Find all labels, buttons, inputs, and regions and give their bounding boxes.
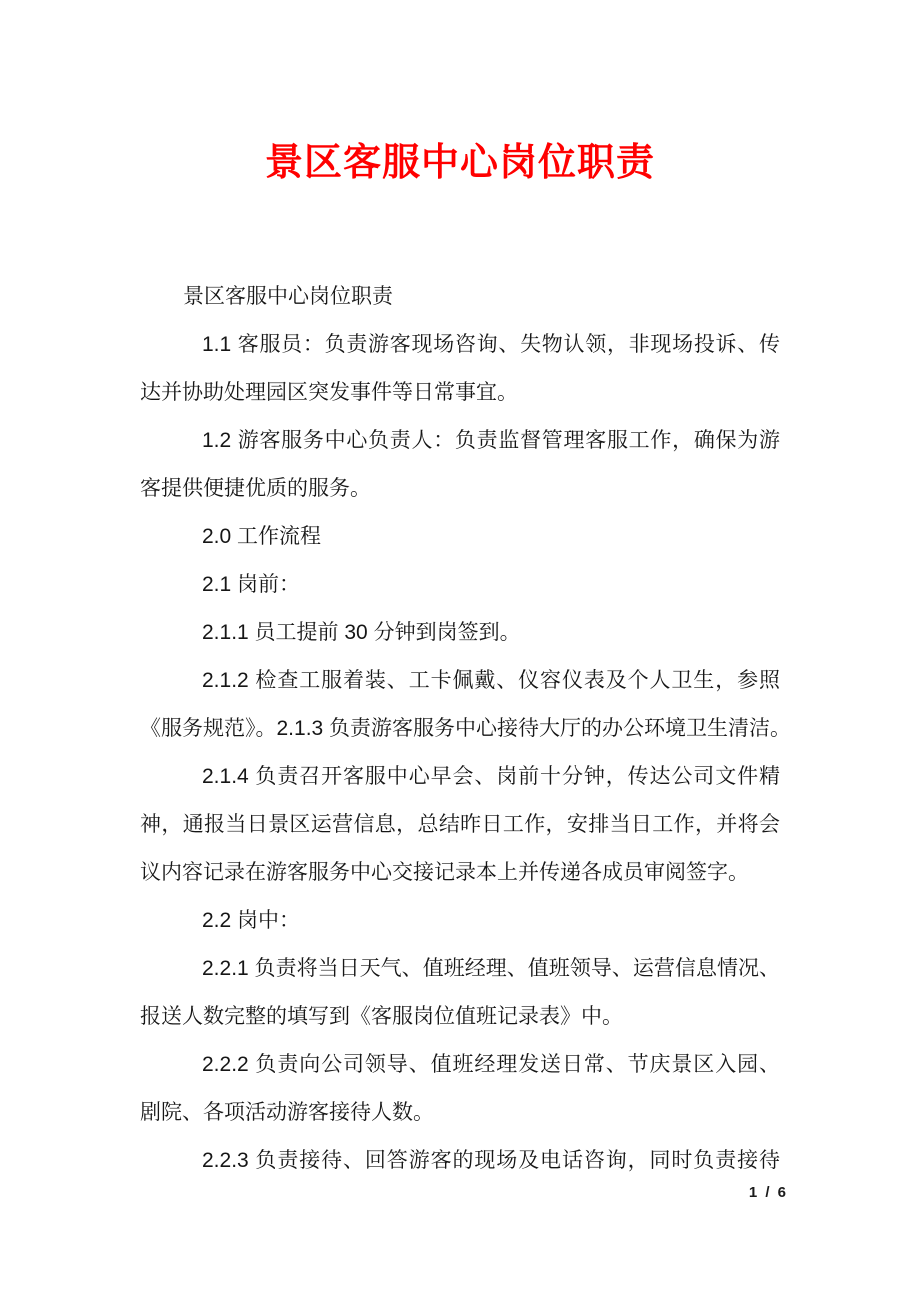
paragraph-line: 《服务规范》。2.1.3 负责游客服务中心接待大厅的办公环境卫生清洁。 (140, 717, 792, 740)
paragraph-line: 报送人数完整的填写到《客服岗位值班记录表》中。 (140, 1005, 623, 1028)
paragraph-line: 1.2 游客服务中心负责人：负责监督管理客服工作，确保为游 (202, 429, 780, 452)
paragraph-line: 2.1.2 检查工服着装、工卡佩戴、仪容仪表及个人卫生，参照 (202, 669, 780, 692)
paragraph-line: 2.2.2 负责向公司领导、值班经理发送日常、节庆景区入园、 (202, 1053, 780, 1076)
page-title: 景区客服中心岗位职责 (264, 142, 655, 184)
paragraph-line: 客提供便捷优质的服务。 (140, 477, 371, 500)
paragraph-line: 1.1 客服员：负责游客现场咨询、失物认领，非现场投诉、传 (202, 333, 780, 356)
paragraph-line: 2.2.3 负责接待、回答游客的现场及电话咨询，同时负责接待 (202, 1149, 780, 1172)
document-body (140, 273, 792, 1185)
paragraph-line: 景区客服中心岗位职责 (183, 285, 393, 308)
paragraph-line: 2.1.1 员工提前 30 分钟到岗签到。 (202, 621, 521, 644)
paragraph-line: 2.0 工作流程 (202, 525, 322, 548)
paragraph-line: 神，通报当日景区运营信息，总结昨日工作，安排当日工作，并将会 (140, 813, 780, 836)
paragraph-line: 2.1 岗前： (202, 573, 301, 596)
page-number: 1 / 6 (748, 1184, 788, 1201)
paragraph-line: 议内容记录在游客服务中心交接记录本上并传递各成员审阅签字。 (140, 861, 749, 884)
paragraph-line: 2.1.4 负责召开客服中心早会、岗前十分钟，传达公司文件精 (202, 765, 780, 788)
paragraph-line: 2.2.1 负责将当日天气、值班经理、值班领导、运营信息情况、 (202, 957, 780, 980)
paragraph-line: 剧院、各项活动游客接待人数。 (140, 1101, 434, 1124)
paragraph-line: 达并协助处理园区突发事件等日常事宜。 (140, 381, 518, 404)
paragraph-line: 2.2 岗中： (202, 909, 301, 932)
